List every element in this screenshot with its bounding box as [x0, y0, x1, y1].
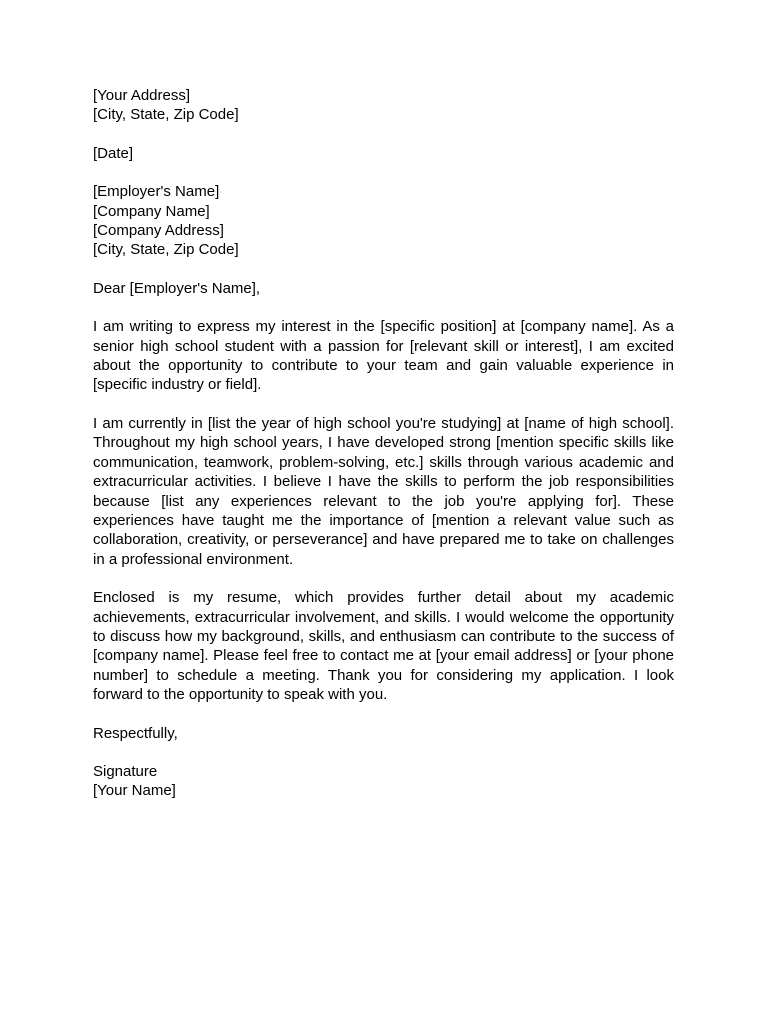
date-block [93, 144, 674, 163]
signature-block [93, 762, 674, 801]
signature-name: [Your Name] [93, 782, 176, 800]
body-paragraph-experience: I am currently in [list the year of high school you're studying] at [name of high school]. Throughout my high school years, I have developed strong [mention specific skills like communication, teamwork, problem-solving, etc.] skills through various academic and extracurricular activities. I believe I have the skills to perform the job responsibilities because [list any experiences relevant to the job you're applying for]. These experiences have taught me the importance of [mention a relevant value such as collaboration, creativity, or perseverance] and have prepared me to take on challenges in a professional environment. [93, 414, 674, 568]
recipient-city-state-zip: [City, State, Zip Code] [93, 241, 239, 259]
recipient-address: [Company Address] [93, 222, 224, 240]
recipient-company: [Company Name] [93, 202, 210, 220]
letter-page [93, 86, 674, 820]
salutation: Dear [Employer's Name], [93, 279, 261, 297]
recipient-block [93, 182, 674, 260]
body-paragraph-closing: Enclosed is my resume, which provides further detail about my academic achievements, extracurricular involvement, and skills. I would welcome the opportunity to discuss how my background, skills, and enthusiasm can contribute to the success of [company name]. Please feel free to contact me at [your email address] or [your phone number] to schedule a meeting. Thank you for considering my application. I look forward to the opportunity to speak with you. [93, 589, 674, 704]
sender-city-state-zip: [City, State, Zip Code] [93, 106, 239, 124]
closing-block [93, 724, 674, 743]
salutation-block [93, 279, 674, 298]
body-paragraph-intro: I am writing to express my interest in the [specific position] at [company name]. As a senior high school student with a passion for [relevant skill or interest], I am excited about the opportunity to contribute to your team and gain valuable experience in [specific industry or field]. [93, 318, 674, 394]
recipient-name: [Employer's Name] [93, 183, 220, 201]
sender-address: [Your Address] [93, 87, 191, 104]
closing-phrase: Respectfully, [93, 724, 178, 742]
signature-label: Signature [93, 762, 158, 780]
letter-date: [Date] [93, 144, 134, 162]
sender-block [93, 86, 674, 125]
